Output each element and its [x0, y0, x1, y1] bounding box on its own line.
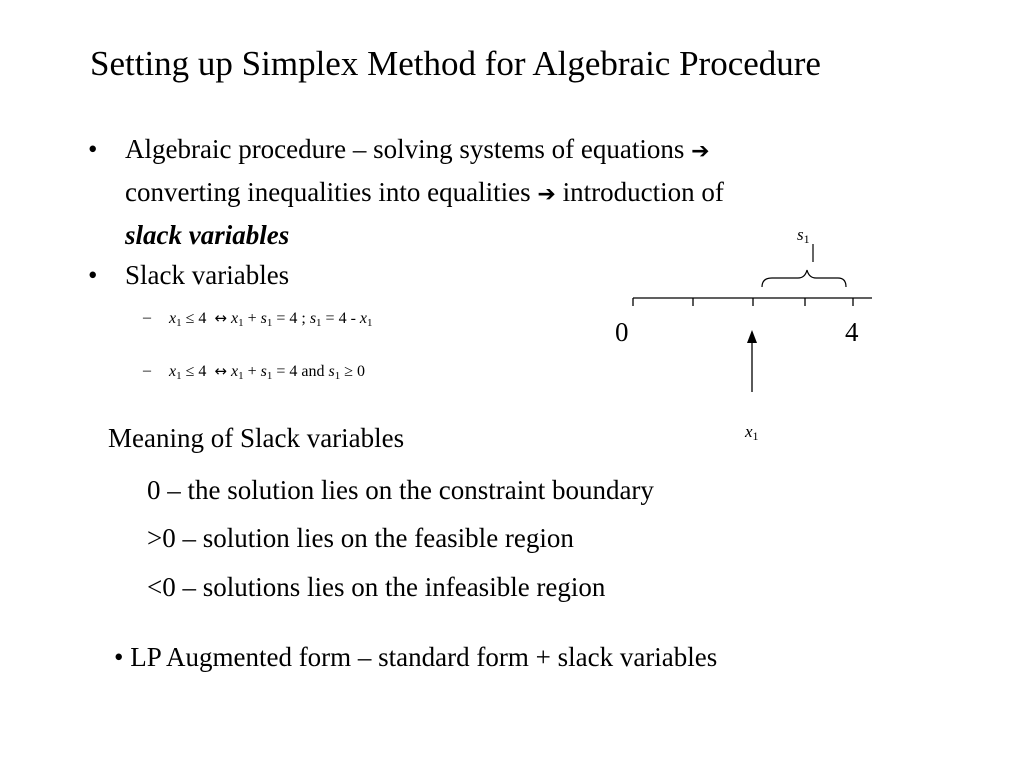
bullet-marker: • — [88, 134, 98, 164]
slack-label: $s_1$ — [797, 225, 810, 246]
dash-marker: – — [143, 309, 151, 326]
bullet-marker: • — [88, 260, 98, 290]
bullet2-text: Slack variables — [125, 260, 290, 290]
meaning-line-positive: >0 – solution lies on the feasible region — [147, 523, 574, 553]
right-arrow-icon: ➔ — [537, 182, 556, 207]
arrow-up-icon — [747, 330, 757, 343]
brace-shape — [762, 270, 846, 287]
right-arrow-icon: ➔ — [691, 139, 710, 164]
bullet1-line3: slack variables — [125, 220, 290, 250]
bullet1-line2b: introduction of — [562, 177, 724, 207]
x1-label: $x_1$ — [745, 422, 759, 443]
tick-label-0: 0 — [615, 317, 629, 347]
lp-augmented-form: • LP Augmented form – standard form + slack variables — [114, 642, 718, 672]
double-arrow-icon: ↔ — [214, 309, 227, 327]
meaning-heading: Meaning of Slack variables — [108, 423, 405, 453]
dash-marker: – — [143, 362, 151, 379]
bullet1-line1: Algebraic procedure – solving systems of equations — [125, 134, 685, 164]
meaning-line-zero: 0 – the solution lies on the constraint boundary — [147, 475, 654, 505]
page-title: Setting up Simplex Method for Algebraic Procedure — [90, 44, 821, 83]
bullet1-line2: converting inequalities into equalities — [125, 177, 531, 207]
double-arrow-icon: ↔ — [214, 362, 227, 380]
tick-label-4: 4 — [845, 317, 859, 347]
meaning-line-negative: <0 – solutions lies on the infeasible region — [147, 572, 606, 602]
